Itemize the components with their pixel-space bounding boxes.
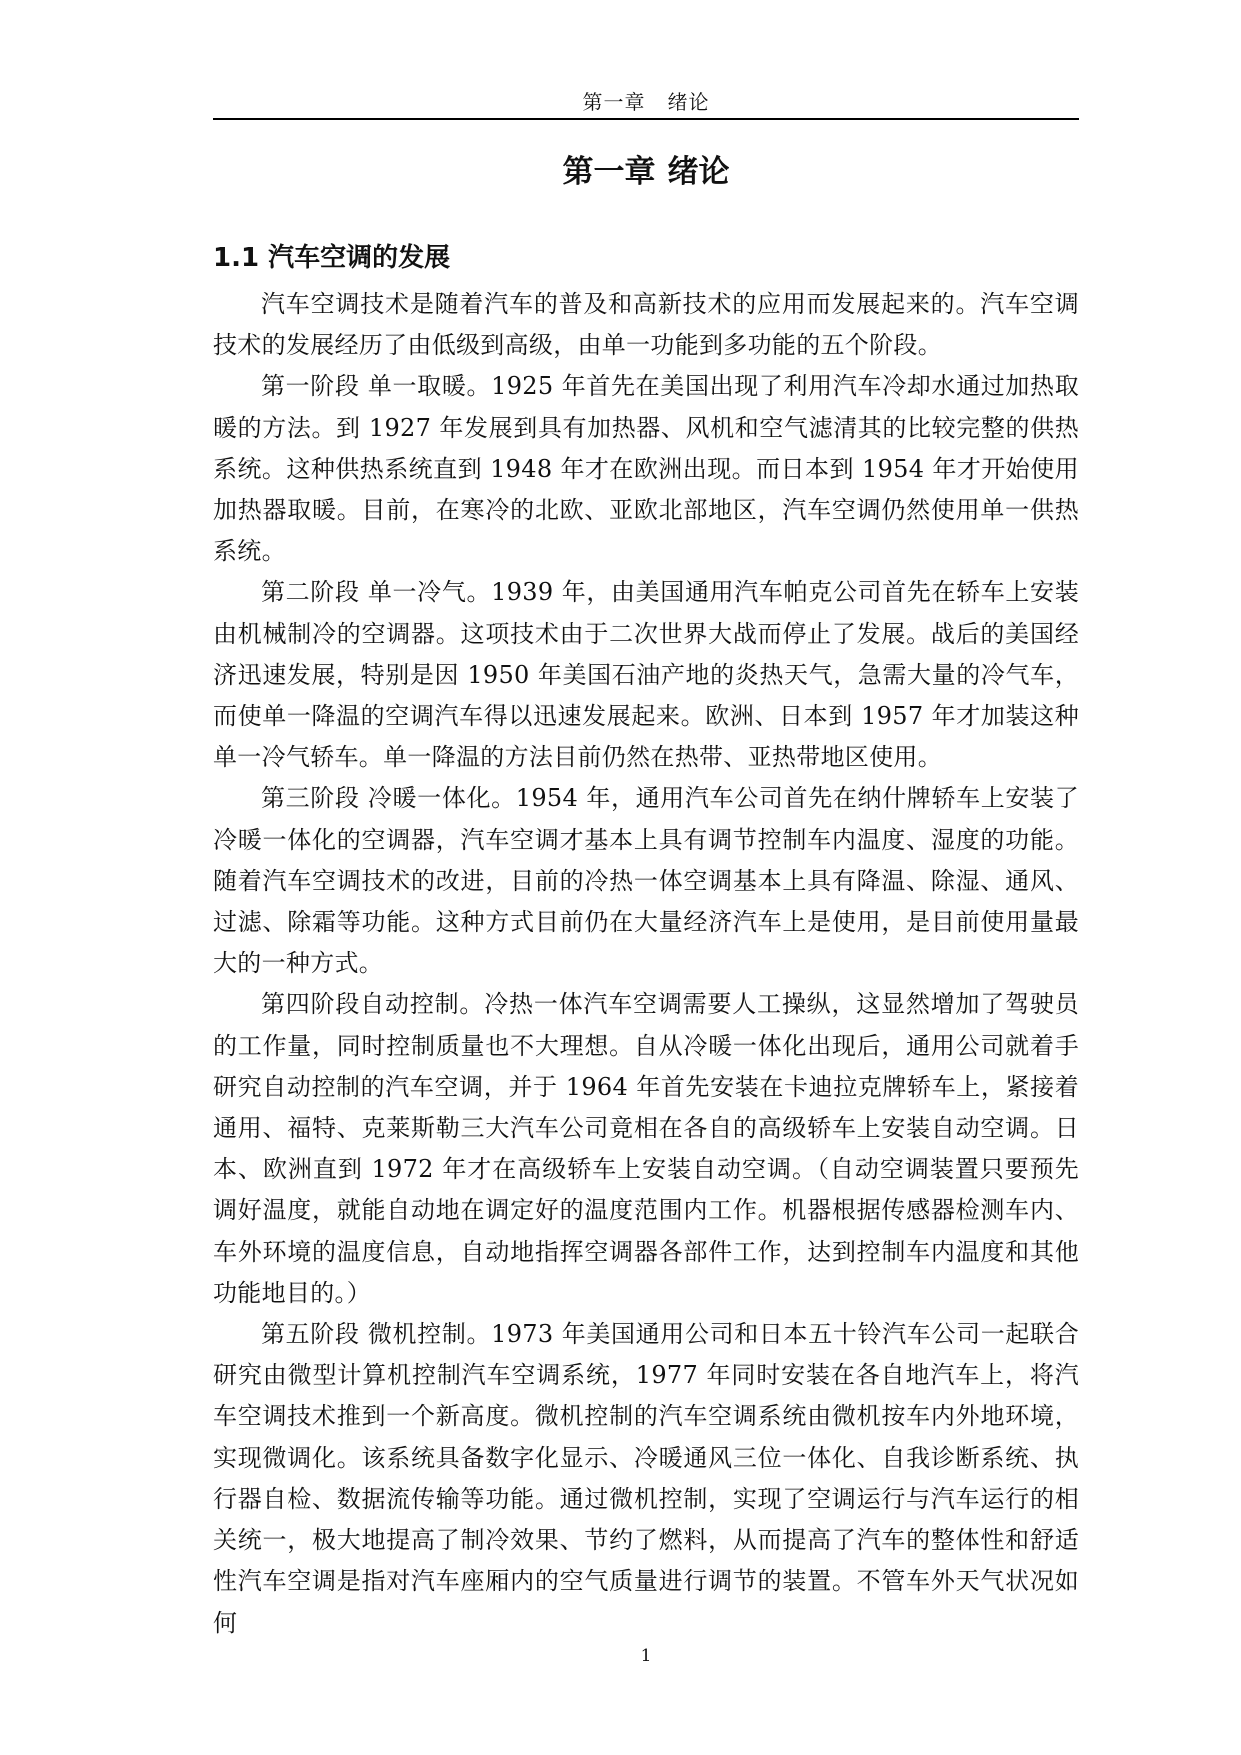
running-header-chapter-label: 第一章 [582, 90, 646, 114]
paragraph-stage-1: 第一阶段 单一取暖。1925 年首先在美国出现了利用汽车冷却水通过加热取暖的方法。到 1927 年发展到具有加热器、风机和空气滤清其的比较完整的供热系统。这种供热系统直到 1948 年才在欧洲出现。而日本到 1954 年才开始使用加热器取暖。目前，在寒冷的北欧、亚欧北部地区，汽车空调仍然使用单一供热系统。 [213, 372, 1079, 566]
paragraph-stage-2: 第二阶段 单一冷气。1939 年，由美国通用汽车帕克公司首先在轿车上安装由机械制冷的空调器。这项技术由于二次世界大战而停止了发展。战后的美国经济迅速发展，特别是因 1950 年美国石油产地的炎热天气，急需大量的冷气车，而使单一降温的空调汽车得以迅速发展起来。欧洲、日本到 1957 年才加装这种单一冷气轿车。单一降温的方法目前仍然在热带、亚热带地区使用。 [213, 578, 1079, 772]
running-header-chapter-name: 绪论 [667, 90, 710, 114]
chapter-title-label: 第一章 [562, 154, 656, 190]
chapter-title-name: 绪论 [667, 154, 730, 190]
page-number: 1 [640, 1646, 652, 1666]
paragraph-stage-4: 第四阶段自动控制。冷热一体汽车空调需要人工操纵，这显然增加了驾驶员的工作量，同时控制质量也不大理想。自从冷暖一体化出现后，通用公司就着手研究自动控制的汽车空调，并于 1964 年首先安装在卡迪拉克牌轿车上，紧接着通用、福特、克莱斯勒三大汽车公司竟相在各自的高级轿车上安装自动空调。日本、欧洲直到 1972 年才在高级轿车上安装自动空调。（自动空调装置只要预先调好温度，就能自动地在调定好的温度范围内工作。机器根据传感器检测车内、车外环境的温度信息，自动地指挥空调器各部件工作，达到控制车内温度和其他功能地目的。） [213, 990, 1079, 1307]
paragraph-stage-3: 第三阶段 冷暖一体化。1954 年，通用汽车公司首先在纳什牌轿车上安装了冷暖一体化的空调器，汽车空调才基本上具有调节控制车内温度、湿度的功能。随着汽车空调技术的改进，目前的冷热一体空调基本上具有降温、除湿、通风、过滤、除霜等功能。这种方式目前仍在大量经济汽车上是使用，是目前使用量最大的一种方式。 [213, 784, 1079, 978]
paragraph-intro: 汽车空调技术是随着汽车的普及和高新技术的应用而发展起来的。汽车空调技术的发展经历了由低级到高级，由单一功能到多功能的五个阶段。 [213, 290, 1079, 360]
body-text [213, 284, 1079, 1644]
running-header [213, 86, 1079, 120]
chapter-title [213, 150, 1079, 194]
paragraph-stage-5: 第五阶段 微机控制。1973 年美国通用公司和日本五十铃汽车公司一起联合研究由微型计算机控制汽车空调系统，1977 年同时安装在各自地汽车上，将汽车空调技术推到一个新高度。微机控制的汽车空调系统由微机按车内外地环境，实现微调化。该系统具备数字化显示、冷暖通风三位一体化、自我诊断系统、执行器自检、数据流传输等功能。通过微机控制，实现了空调运行与汽车运行的相关统一，极大地提高了制冷效果、节约了燃料，从而提高了汽车的整体性和舒适性汽车空调是指对汽车座厢内的空气质量进行调节的装置。不管车外天气状况如何 [213, 1320, 1079, 1637]
section-heading: 1.1 汽车空调的发展 [213, 243, 451, 273]
